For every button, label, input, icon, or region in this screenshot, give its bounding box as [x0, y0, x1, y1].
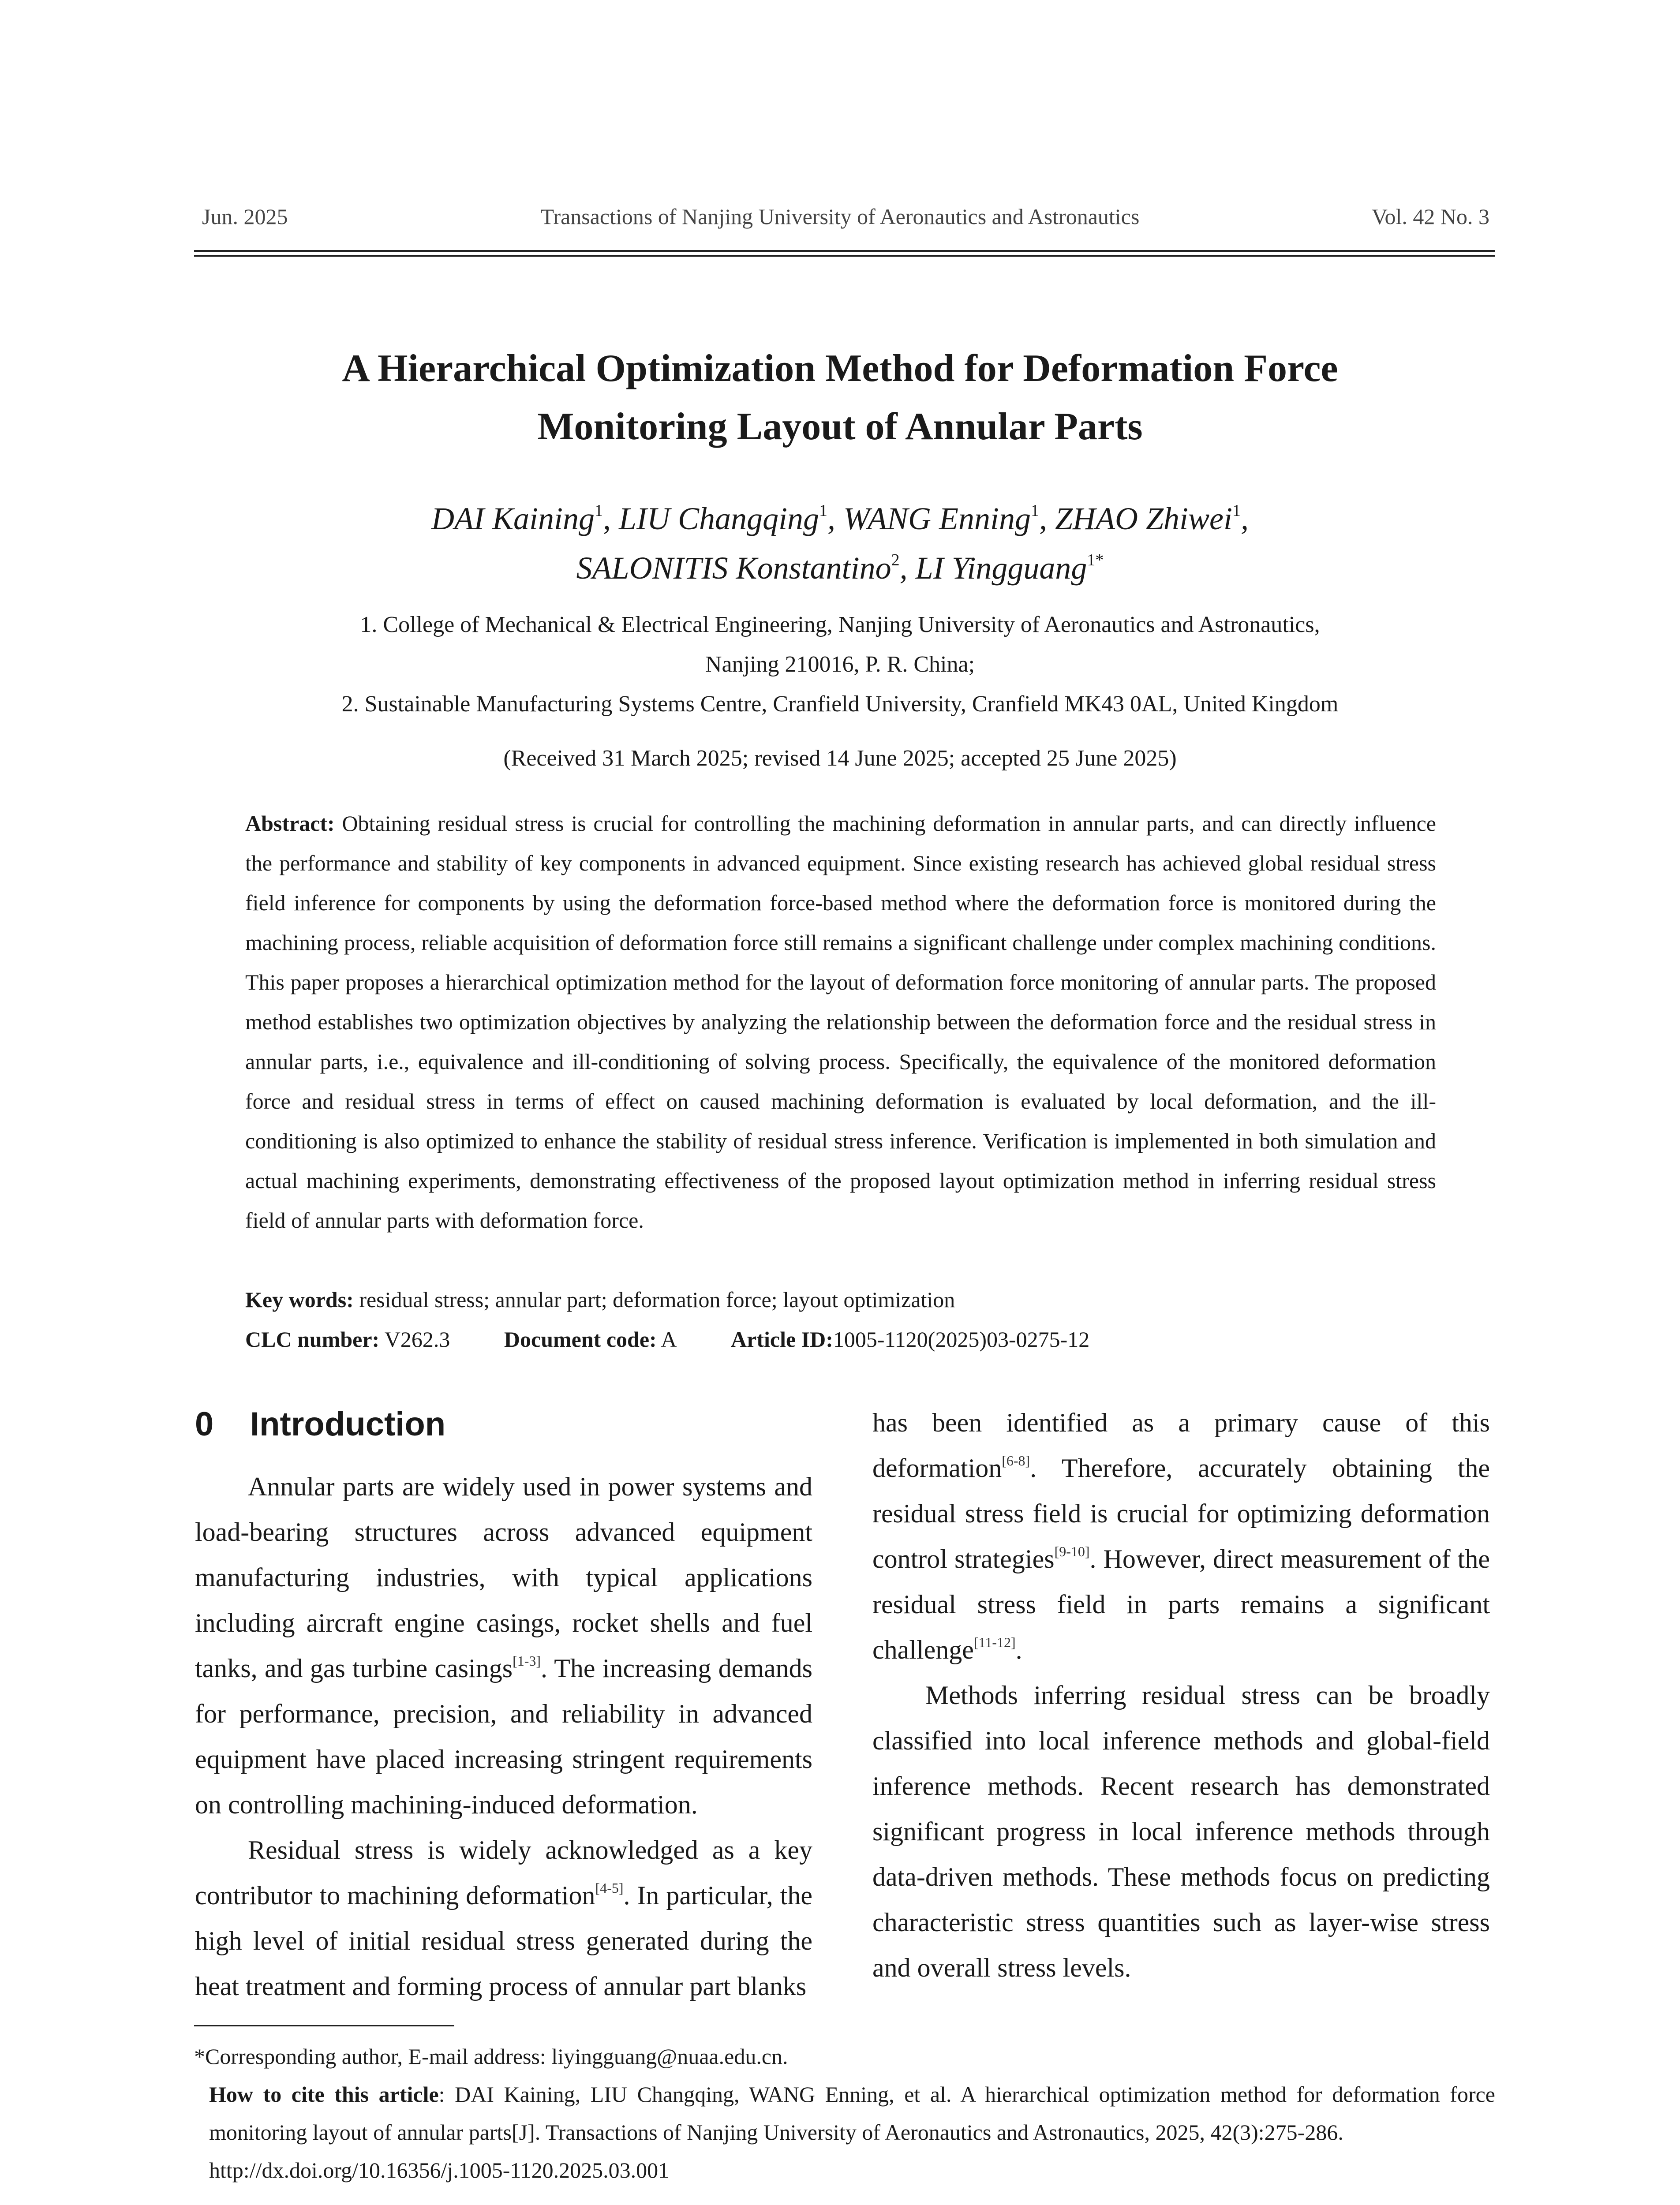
header-rule-bottom — [194, 255, 1495, 257]
author — [431, 501, 619, 536]
author-name: ZHAO Zhiwei — [1055, 501, 1232, 536]
text-run: . Therefore, accurately obtaining the residual stress field is crucial for optimizing deformation control strategies — [872, 1454, 1490, 1573]
received-dates: (Received 31 March 2025; revised 14 June 2025; accepted 25 June 2025) — [503, 746, 1177, 771]
section-number: 0 — [195, 1405, 214, 1443]
text-run: . In particular, the high level of initial residual stress generated during the heat treatment and forming process of annular part blanks — [195, 1881, 812, 2001]
article-id-label: Article ID: — [731, 1327, 833, 1352]
author — [843, 501, 1055, 536]
paragraph-1 — [195, 1464, 812, 1828]
text-run: Annular parts are widely used in power systems and load-bearing structures across advanced equipment manufacturing industries, with typical applications including aircraft engine casings, rocket shells and fuel tanks, and gas turbine casings — [195, 1472, 812, 1683]
title-line-1: A Hierarchical Optimization Method for Deformation Force — [342, 347, 1338, 390]
running-header-date: Jun. 2025 — [202, 204, 288, 229]
abstract-label: Abstract: — [245, 811, 335, 836]
document-code-label: Document code: — [504, 1327, 657, 1352]
author — [576, 550, 916, 586]
author — [619, 501, 843, 536]
author-sep: , — [1241, 501, 1249, 536]
section-heading — [195, 1402, 812, 1446]
citation-ref: [9-10] — [1054, 1544, 1090, 1559]
affiliation-line: 1. College of Mechanical & Electrical Engineering, Nanjing University of Aeronautics and Astronautics, — [360, 612, 1320, 637]
keywords-text: residual stress; annular part; deformation force; layout optimization — [359, 1287, 955, 1312]
affiliation-line: Nanjing 210016, P. R. China; — [705, 652, 975, 677]
footnotes — [194, 2037, 1495, 2189]
author-name: WANG Enning — [843, 501, 1031, 536]
author-affil-mark: 2 — [891, 551, 900, 569]
author-affil-mark: 1 — [594, 501, 603, 520]
text-run: . The increasing demands for performance, precision, and reliability in advanced equipment have placed increasing stringent requirements on controlling machining-induced deformation. — [195, 1654, 813, 1819]
author-sep: , — [602, 501, 619, 536]
paragraph-2-continued — [872, 1400, 1490, 1673]
author-name: LI Yingguang — [915, 550, 1087, 586]
clc-number — [245, 1319, 450, 1359]
author-sep: , — [1039, 501, 1055, 536]
citation-ref: [4-5] — [595, 1880, 624, 1896]
author-affil-mark: 1 — [1232, 501, 1241, 520]
paragraph-3: Methods inferring residual stress can be broadly classified into local inference methods and global-field inference methods. Recent research has demonstrated significant progress in local inference methods through data-driven methods. These methods focus on predicting characteristic stress quantities such as layer-wise stress and overall stress levels. — [872, 1681, 1490, 1982]
author-name: SALONITIS Konstantino — [576, 550, 891, 586]
clc-label: CLC number: — [245, 1327, 380, 1352]
author-list — [176, 494, 1504, 593]
text-run: . — [1015, 1635, 1022, 1664]
author — [1055, 501, 1249, 536]
section-title: Introduction — [250, 1405, 446, 1443]
paper-title — [176, 340, 1504, 456]
document-code-value: A — [661, 1327, 677, 1352]
author-name: DAI Kaining — [431, 501, 595, 536]
abstract-text: Obtaining residual stress is crucial for controlling the machining deformation in annular parts, and can directly influence the performance and stability of key components in advanced equipment. Since existing research has achieved global residual stress field inference for components by using the deformation force-based method where the deformation force is monitored during the machining process, reliable acquisition of deformation force still remains a significant challenge under complex machining conditions. This paper proposes a hierarchical optimization method for the layout of deformation force monitoring of annular parts. The proposed method establishes two optimization objectives by analyzing the relationship between the deformation force and the residual stress in annular parts, i.e., equivalence and ill-conditioning of solving process. Specifically, the equivalence of the monitored deformation force and residual stress in terms of effect on caused machining deformation is evaluated by local deformation, and the ill-conditioning is also optimized to enhance the stability of residual stress inference. Verification is implemented in both simulation and actual machining experiments, demonstrating effectiveness of the proposed layout optimization method in inferring residual stress field of annular parts with deformation force. — [245, 811, 1436, 1233]
title-line-2: Monitoring Layout of Annular Parts — [537, 405, 1143, 448]
text-run: has been identified as a primary cause of this deformation — [872, 1408, 1490, 1483]
author-name: LIU Changqing — [618, 501, 819, 536]
keywords — [245, 1280, 1436, 1319]
body-column-right — [872, 1400, 1490, 1991]
how-to-cite-label: How to cite this article — [209, 2082, 439, 2107]
author-sep: , — [827, 501, 844, 536]
body-column-left — [195, 1402, 812, 2009]
corresponding-author-note: *Corresponding author, E-mail address: liyingguang@nuaa.edu.cn. — [194, 2044, 788, 2069]
citation-ref: [1-3] — [513, 1653, 541, 1669]
running-header-volume: Vol. 42 No. 3 — [1371, 204, 1489, 229]
paragraph-2 — [195, 1828, 812, 2009]
author-line-2 — [176, 543, 1504, 593]
footnote-rule — [194, 2025, 454, 2026]
author-affil-mark: 1* — [1087, 551, 1104, 569]
running-header-journal: Transactions of Nanjing University of Aeronautics and Astronautics — [540, 204, 1140, 229]
document-code — [504, 1319, 677, 1359]
author-line-1 — [176, 494, 1504, 543]
abstract — [245, 804, 1436, 1240]
author — [916, 550, 1104, 586]
how-to-cite — [194, 2075, 1495, 2151]
author-affil-mark: 1 — [819, 501, 828, 520]
doi-link[interactable]: http://dx.doi.org/10.16356/j.1005-1120.2025.03.001 — [209, 2158, 670, 2183]
keywords-label: Key words: — [245, 1287, 354, 1312]
citation-ref: [6-8] — [1002, 1453, 1030, 1469]
affiliation-line: 2. Sustainable Manufacturing Systems Centre, Cranfield University, Cranfield MK43 0AL, United Kingdom — [341, 691, 1339, 717]
author-affil-mark: 1 — [1030, 501, 1039, 520]
author-sep: , — [899, 550, 916, 586]
header-rule-top — [194, 250, 1495, 252]
classification-row — [245, 1319, 1436, 1359]
text-run: . However, direct measurement of the residual stress field in parts remains a significant challenge — [872, 1544, 1490, 1664]
affiliations — [176, 605, 1504, 724]
citation-ref: [11-12] — [973, 1634, 1016, 1650]
clc-value: V262.3 — [384, 1327, 450, 1352]
article-id-value: 1005-1120(2025)03-0275-12 — [833, 1327, 1090, 1352]
how-to-cite-text: : DAI Kaining, LIU Changqing, WANG Enning, et al. A hierarchical optimization method for deformation force monitoring layout of annular parts[J]. Transactions of Nanjing University of Aeronautics and Astronautics, 2025, 42(3):275-286. — [209, 2082, 1495, 2145]
article-id — [731, 1319, 1089, 1359]
text-run: Residual stress is widely acknowledged as a key contributor to machining deformation — [195, 1835, 812, 1910]
